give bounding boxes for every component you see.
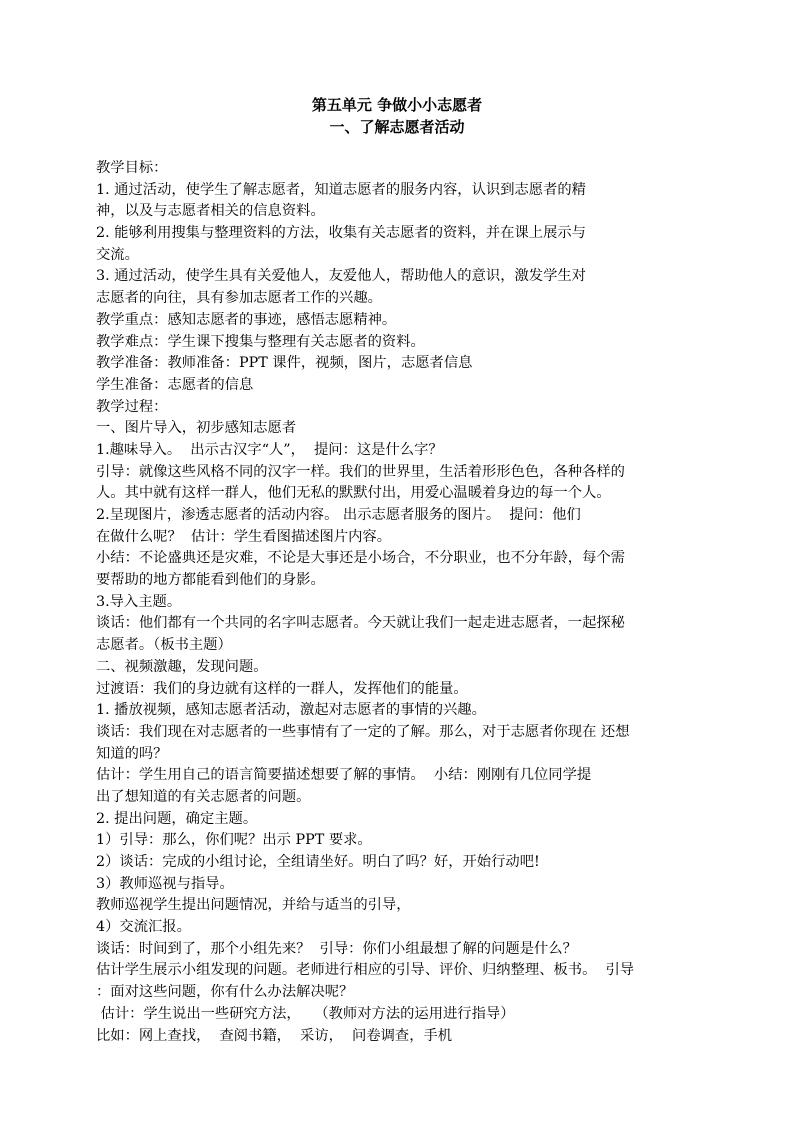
text-line: 引导：就像这些风格不同的汉字一样。我们的世界里，生活着形形色色，各种各样的 <box>96 463 625 480</box>
text-line: 估计学生展示小组发现的问题。老师进行相应的引导、评价、归纳整理、板书。 引导 <box>96 962 635 979</box>
text-line: 1.趣味导入。 出示古汉字“人”， 提问：这是什么字？ <box>96 441 443 458</box>
text-line: 1. 播放视频，感知志愿者活动，激起对志愿者的事情的兴趣。 <box>96 702 486 719</box>
document-body <box>96 158 716 1047</box>
text-line: 估计：学生用自己的语言简要描述想要了解的事情。 小结：刚刚有几位同学提 <box>96 767 592 784</box>
text-line: 2）谈话：完成的小组讨论，全组请坐好。明白了吗？好，开始行动吧! <box>96 854 540 870</box>
text-line: 2. 提出问题，确定主题。 <box>96 810 258 827</box>
text-line: 谈话：我们现在对志愿者的一些事情有了一定的了解。那么，对于志愿者你现在 还想 <box>96 723 630 740</box>
text-line: 志愿者的向往，具有参加志愿者工作的兴趣。 <box>96 290 382 307</box>
text-line: 小结：不论盛典还是灾难，不论是大事还是小场合，不分职业，也不分年龄，每个需 <box>96 550 625 567</box>
text-line: 2. 能够利用搜集与整理资料的方法，收集有关志愿者的资料，并在课上展示与 <box>96 225 586 242</box>
text-line: 知道的吗？ <box>96 745 168 762</box>
document-subtitle: 一、了解志愿者活动 <box>329 118 465 136</box>
text-line: 教师巡视学生提出问题情况，并给与适当的引导， <box>96 897 411 914</box>
text-line: 在做什么呢？ 估计：学生看图描述图片内容。 <box>96 528 392 545</box>
text-line: 教学难点：学生课下搜集与整理有关志愿者的资料。 <box>96 333 425 350</box>
text-line: 过渡语：我们的身边就有这样的一群人，发挥他们的能量。 <box>96 680 468 697</box>
text-line: 3. 通过活动，使学生具有关爱他人，友爱他人，帮助他人的意识，激发学生对 <box>96 268 586 285</box>
text-line: 一、图片导入，初步感知志愿者 <box>96 420 297 437</box>
text-line: 人。其中就有这样一群人，他们无私的默默付出，用爱心温暖着身边的每一个人。 <box>96 485 611 502</box>
text-line: 1）引导：那么，你们呢？出示 PPT 要求。 <box>96 832 372 849</box>
text-line: 谈话：时间到了，那个小组先来？ 引导：你们小组最想了解的问题是什么？ <box>96 940 577 957</box>
text-line: 神，以及与志愿者相关的信息资料。 <box>96 203 325 220</box>
text-line: 教学准备：教师准备：PPT 课件，视频，图片，志愿者信息 <box>96 355 473 372</box>
text-line: 估计：学生说出一些研究方法， （教师对方法的运用进行指导） <box>96 1005 515 1022</box>
text-line: 二、视频激趣，发现问题。 <box>96 658 268 675</box>
text-line: 3.导入主题。 <box>96 593 182 610</box>
text-line: 4）交流汇报。 <box>96 919 191 936</box>
text-line: 教学过程： <box>96 398 168 415</box>
text-line: 教学重点：感知志愿者的事迹，感悟志愿精神。 <box>96 311 397 328</box>
text-line: 2.呈现图片，渗透志愿者的活动内容。 出示志愿者服务的图片。 提问：他们 <box>96 507 581 523</box>
text-line: 交流。 <box>96 246 139 263</box>
text-line: 要帮助的地方都能看到他们的身影。 <box>96 572 325 589</box>
document-title: 第五单元 争做小小志愿者 <box>311 96 483 114</box>
text-line: 学生准备：志愿者的信息 <box>96 376 254 393</box>
text-line: 3）教师巡视与指导。 <box>96 875 234 892</box>
text-line: 出了想知道的有关志愿者的问题。 <box>96 788 311 805</box>
text-line: ：面对这些问题，你有什么办法解决呢？ <box>96 984 354 1001</box>
text-line: 教学目标： <box>96 160 168 176</box>
text-line: 志愿者。（板书主题） <box>96 637 232 654</box>
text-line: 谈话：他们都有一个共同的名字叫志愿者。今天就让我们一起走进志愿者，一起探秘 <box>96 615 625 632</box>
text-line: 1. 通过活动，使学生了解志愿者，知道志愿者的服务内容，认识到志愿者的精 <box>96 181 586 198</box>
text-line: 比如：网上查找， 查阅书籍， 采访， 问卷调查，手机 <box>96 1027 453 1044</box>
